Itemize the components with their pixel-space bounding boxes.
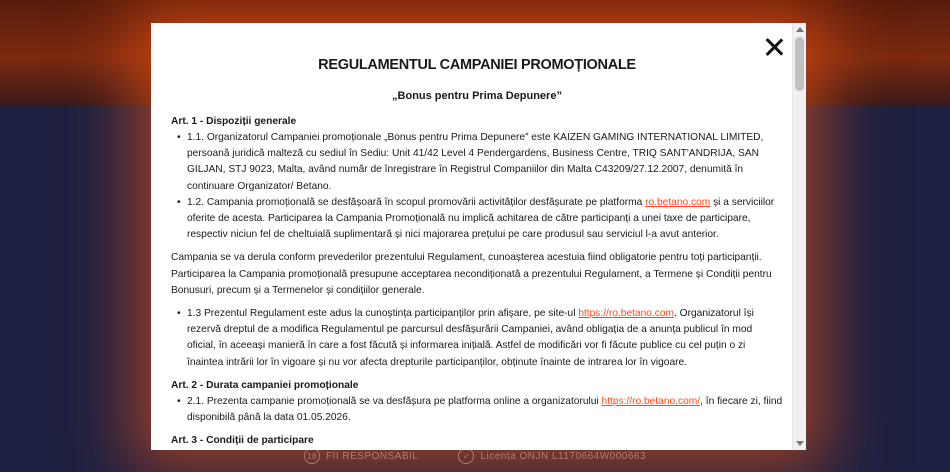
list-item-text: , în fiecare zi, fiind disponibilă până la data 01.05.2026. bbox=[187, 395, 783, 424]
scroll-up-arrow-icon[interactable] bbox=[796, 27, 804, 32]
footer-responsible[interactable] bbox=[304, 448, 419, 464]
terms-modal bbox=[151, 23, 806, 450]
footer-responsible-text: FII RESPONSABIL bbox=[325, 450, 419, 462]
betano-platform-link[interactable]: https://ro.betano.com/ bbox=[601, 395, 701, 407]
close-icon[interactable] bbox=[764, 37, 784, 57]
list-item-text: . Organizatorul își rezervă dreptul de a modifica Regulamentul pe parcursul desfășurării Campaniei, având obligația de a anunța publicul în mod oficial, în aceeași manieră în care a fost făcută și informarea inițială. Astfel de modificări vor fi făcute publice cu cel puțin o zi înaintea intrării lor în vigoare și nu vor afecta drepturile participanților, obținute înainte de intrarea lor în vigoare. bbox=[187, 308, 754, 368]
section-heading-art1: Art. 1 - Dispoziții generale bbox=[171, 116, 297, 127]
section-heading-art3: Art. 3 - Condiții de participare bbox=[171, 435, 314, 447]
list-item bbox=[187, 394, 783, 426]
list-item bbox=[187, 195, 783, 244]
license-icon: ✓ bbox=[458, 448, 474, 464]
page-title: REGULAMENTUL CAMPANIEI PROMOȚIONALE bbox=[318, 57, 636, 73]
list-item: • 1.1. Organizatorul Campaniei promoționale „Bonus pentru Prima Depunere” este KAIZEN GAMING INTERNATIONAL LIMITED, persoană juridică malteză cu sediul în Sediu: Unit 41/42 Level 4 Pendergardens, Business Centre, TRIQ SANT'ANDRIJA, SAN GILJAN, STJ 9023, Malta, având număr de înregistrare în Registrul Companiilor din Malta C43209/27.12.2007, denumită în continuare Organizator/ Betano. bbox=[187, 130, 783, 195]
modal-content bbox=[171, 55, 783, 449]
section-heading-art2: Art. 2 - Durata campaniei promoționale bbox=[171, 379, 359, 391]
paragraph: Campania se va derula conform prevederilor prezentului Regulament, cunoașterea acestuia fiind obligatorie pentru toți participanții. Participarea la Campania promoțională presupune acceptarea necondiționată a prezentului Regulament, a Termene și Condiții pentru Bonusuri, precum și a Termenelor și condițiilor generale. bbox=[171, 252, 772, 296]
page-subtitle: „Bonus pentru Prima Depunere” bbox=[392, 90, 562, 102]
scroll-down-arrow-icon[interactable] bbox=[796, 441, 804, 446]
list-item-text: 1.3 Prezentul Regulament este adus la cunoștința participanților prin afișare, pe site-ul bbox=[187, 308, 579, 320]
list-item-text: 2.1. Prezenta campanie promoțională se va desfășura pe platforma online a organizatorului bbox=[187, 395, 602, 407]
art1-list-2 bbox=[171, 306, 783, 371]
betano-link[interactable]: ro.betano.com bbox=[645, 196, 711, 208]
modal-scrollbar[interactable] bbox=[792, 23, 806, 450]
art1-list bbox=[171, 130, 783, 243]
footer-license-text: Licența ONJN L1170664W000663 bbox=[480, 450, 647, 462]
betano-url-link[interactable]: https://ro.betano.com bbox=[578, 308, 675, 320]
scroll-thumb[interactable] bbox=[795, 37, 804, 91]
list-item-text: 1.2. Campania promoțională se desfășoară în scopul promovării activităților desfășurate pe platforma bbox=[187, 196, 646, 208]
responsible-gaming-icon: 18 bbox=[304, 448, 320, 464]
list-item-text: și a serviciilor oferite de acesta. Participarea la Campania Promoțională nu implică achitarea de către participanți a unei taxe de participare, respectiv niciun fel de cheltuială suplimentară și nici majorarea prețului pe care produsul sau serviciul l-a avut anterior. bbox=[187, 196, 775, 241]
art2-list bbox=[171, 394, 783, 426]
footer-license[interactable] bbox=[458, 448, 646, 464]
list-item bbox=[187, 306, 783, 371]
